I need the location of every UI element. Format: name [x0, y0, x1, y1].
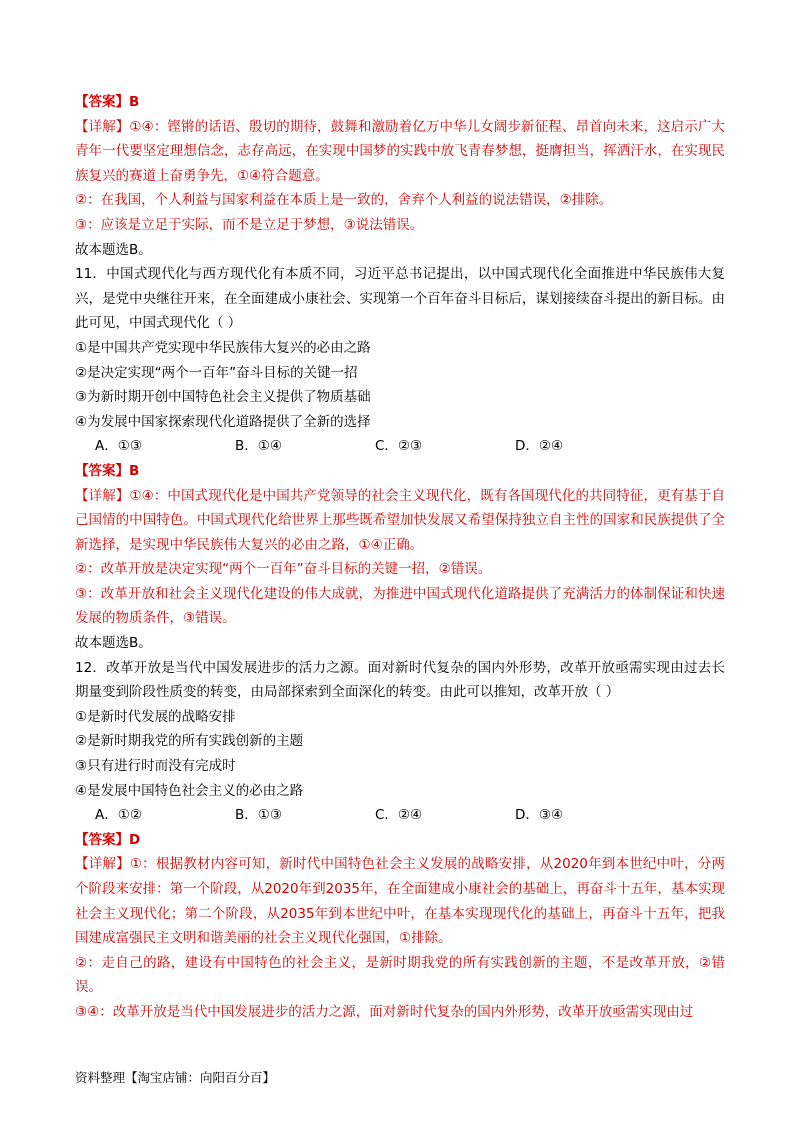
q12-item-2: ②是新时期我党的所有实践创新的主题 — [75, 733, 304, 750]
footer-source-note: 资料整理【淘宝店铺：向阳百分百】 — [75, 1070, 276, 1085]
q12-item-3: ③只有进行时而没有完成时 — [75, 758, 236, 775]
q12-detail-2: ②：走自己的路，建设有中国特色的社会主义，是新时期我党的所有实践创新的主题，不是改革开放，②错误。 — [75, 954, 725, 996]
q11-answer: 【答案】B — [75, 462, 140, 479]
q11-item-1: ①是中国共产党实现中华民族伟大复兴的必由之路 — [75, 339, 371, 356]
q12-stem: 12．改革开放是当代中国发展进步的活力之源。面对新时代复杂的国内外形势，改革开放亟需实现由过去长期量变到阶段性质变的转变，由局部探索到全面深化的转变。由此可以推知，改革开放（ ） — [75, 659, 725, 701]
q12-options — [75, 803, 725, 828]
q10-conclusion: 故本题选B。 — [75, 241, 152, 258]
q11-stem: 11．中国式现代化与西方现代化有本质不同，习近平总书记提出，以中国式现代化全面推进中华民族伟大复兴，是党中央继往开来，在全面建成小康社会、实现第一个百年奋斗目标后，谋划接续奋斗提出的新目标。由此可见，中国式现代化（ ） — [75, 266, 725, 332]
q11-detail-1: 【详解】①④：中国式现代化是中国共产党领导的社会主义现代化，既有各国现代化的共同特征，更有基于自己国情的中国特色。中国式现代化给世界上那些既希望加快发展又希望保持独立自主性的国家和民族提供了全新选择，是实现中华民族伟大复兴的必由之路，①④正确。 — [75, 487, 725, 553]
q11-option-b: B．①④ — [235, 438, 282, 455]
q11-option-d: D．②④ — [515, 438, 564, 455]
q11-detail-2: ②：改革开放是决定实现“两个一百年”奋斗目标的关键一招，②错误。 — [75, 561, 492, 578]
q12-answer: 【答案】D — [75, 831, 141, 848]
q12-option-b: B．①③ — [235, 807, 282, 824]
q10-detail-1: 【详解】①④：铿锵的话语、殷切的期待，鼓舞和激励着亿万中华儿女阔步新征程、昂首向未来，这启示广大青年一代要坚定理想信念，志存高远，在实现中国梦的实践中放飞青春梦想，挺膺担当，挥洒汗水，在实现民族复兴的赛道上奋勇争先，①④符合题意。 — [75, 118, 725, 184]
q12-option-a: A．①② — [95, 807, 142, 824]
q10-answer: 【答案】B — [75, 94, 140, 110]
q12-option-d: D．③④ — [515, 807, 564, 824]
q12-option-c: C．②④ — [375, 807, 423, 824]
q11-option-a: A．①③ — [95, 438, 142, 455]
q12-item-4: ④是发展中国特色社会主义的必由之路 — [75, 782, 304, 799]
q10-detail-2: ②：在我国，个人利益与国家利益在本质上是一致的，舍弃个人利益的说法错误，②排除。 — [75, 192, 613, 209]
q12-detail-1: 【详解】①：根据教材内容可知，新时代中国特色社会主义发展的战略安排，从2020年到本世纪中叶，分两个阶段来安排：第一个阶段，从2020年到2035年，在全面建成小康社会的基础上，再奋斗十五年，基本实现社会主义现代化；第二个阶段，从2035年到本世纪中叶，在基本实现现代化的基础上，再奋斗十五年，把我国建成富强民主文明和谐美丽的社会主义现代化强国，①排除。 — [75, 856, 725, 947]
q11-item-2: ②是决定实现“两个一百年”奋斗目标的关键一招 — [75, 364, 358, 381]
q12-detail-3: ③④：改革开放是当代中国发展进步的活力之源，面对新时代复杂的国内外形势，改革开放亟需实现由过 — [75, 1003, 694, 1020]
q10-detail-3: ③：应该是立足于实际，而不是立足于梦想，③说法错误。 — [75, 216, 424, 233]
q11-options — [75, 434, 725, 459]
q11-conclusion: 故本题选B。 — [75, 635, 152, 652]
q11-item-4: ④为发展中国家探索现代化道路提供了全新的选择 — [75, 413, 371, 430]
q11-detail-3: ③：改革开放和社会主义现代化建设的伟大成就，为推进中国式现代化道路提供了充满活力的体制保证和快速发展的物质条件，③错误。 — [75, 585, 725, 627]
q11-option-c: C．②③ — [375, 438, 423, 455]
page-content — [75, 90, 725, 1025]
q12-item-1: ①是新时代发展的战略安排 — [75, 708, 236, 725]
q11-item-3: ③为新时期开创中国特色社会主义提供了物质基础 — [75, 389, 371, 406]
